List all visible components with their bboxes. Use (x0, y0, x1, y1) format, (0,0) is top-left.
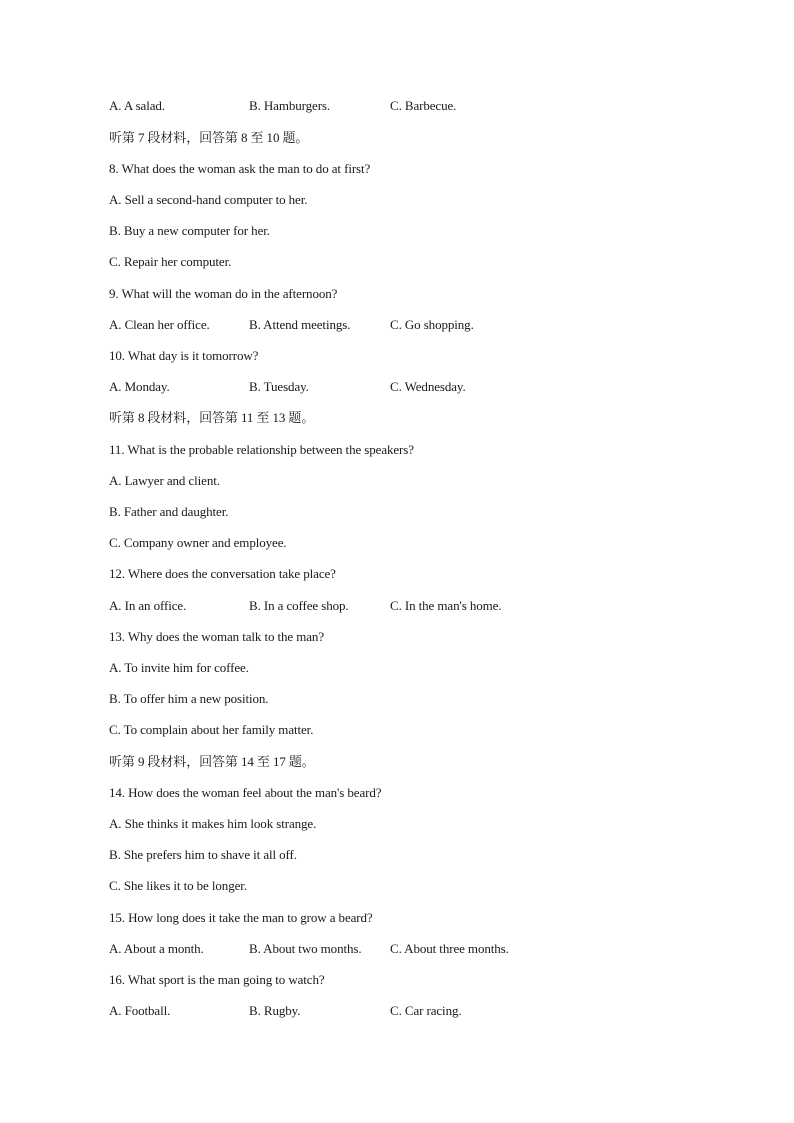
option-b: B. Attend meetings. (249, 317, 351, 332)
option-line: B. Father and daughter. (109, 504, 229, 519)
question-9: 9. What will the woman do in the afternoon? (109, 286, 338, 301)
section-heading: 听第 7 段材料，回答第 8 至 10 题。 (109, 130, 309, 145)
option-line: C. To complain about her family matter. (109, 722, 314, 737)
option-a: A. Monday. (109, 379, 170, 394)
question-12: 12. Where does the conversation take place? (109, 566, 336, 581)
option-line: C. She likes it to be longer. (109, 878, 247, 893)
option-a: A. Football. (109, 1003, 171, 1018)
option-line: C. Company owner and employee. (109, 535, 287, 550)
option-a: A. A salad. (109, 98, 165, 113)
question-16: 16. What sport is the man going to watch? (109, 972, 325, 987)
question-15: 15. How long does it take the man to grow a beard? (109, 910, 373, 925)
option-c: C. Car racing. (390, 1003, 462, 1018)
option-line: B. To offer him a new position. (109, 691, 269, 706)
option-b: B. In a coffee shop. (249, 598, 349, 613)
option-line: C. Repair her computer. (109, 254, 232, 269)
option-c: C. About three months. (390, 941, 509, 956)
question-8: 8. What does the woman ask the man to do at first? (109, 161, 371, 176)
option-line: B. She prefers him to shave it all off. (109, 847, 297, 862)
question-14: 14. How does the woman feel about the man's beard? (109, 785, 382, 800)
option-b: B. Tuesday. (249, 379, 309, 394)
option-b: B. Hamburgers. (249, 98, 331, 113)
option-line: A. Lawyer and client. (109, 473, 220, 488)
option-line: A. To invite him for coffee. (109, 660, 249, 675)
option-a: A. About a month. (109, 941, 204, 956)
option-line: B. Buy a new computer for her. (109, 223, 270, 238)
question-11: 11. What is the probable relationship between the speakers? (109, 442, 414, 457)
question-10: 10. What day is it tomorrow? (109, 348, 259, 363)
option-a: A. Clean her office. (109, 317, 210, 332)
option-line: A. Sell a second-hand computer to her. (109, 192, 308, 207)
option-b: B. About two months. (249, 941, 362, 956)
option-c: C. Wednesday. (390, 379, 466, 394)
option-c: C. Barbecue. (390, 98, 457, 113)
option-line: A. She thinks it makes him look strange. (109, 816, 317, 831)
option-c: C. Go shopping. (390, 317, 474, 332)
option-a: A. In an office. (109, 598, 187, 613)
option-b: B. Rugby. (249, 1003, 301, 1018)
option-c: C. In the man's home. (390, 598, 502, 613)
section-heading: 听第 9 段材料，回答第 14 至 17 题。 (109, 754, 315, 769)
section-heading: 听第 8 段材料，回答第 11 至 13 题。 (109, 410, 315, 425)
question-13: 13. Why does the woman talk to the man? (109, 629, 325, 644)
